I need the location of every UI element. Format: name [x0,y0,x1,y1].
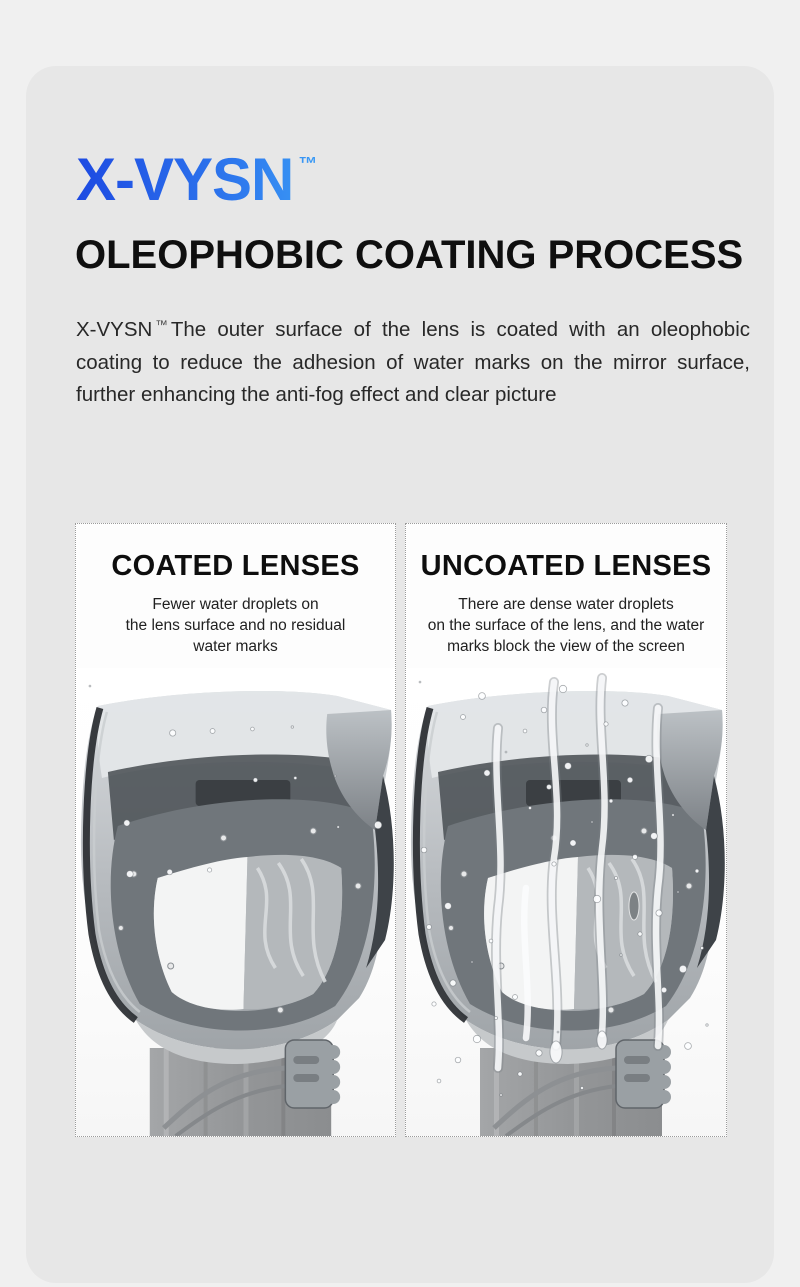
comparison-panel-coated [75,523,396,1137]
description-trademark: ™ [155,318,168,332]
description-line-2: coating to reduce the adhesion of water marks on the mirror surface, [76,350,750,374]
coated-panel-description: Fewer water droplets on the lens surface and no residual water marks [125,596,346,655]
coated-panel-heading: COATED LENSES [111,550,360,582]
description-paragraph [76,309,750,412]
uncoated-panel-description: There are dense water droplets on the surface of the lens, and the water marks block the view of the screen [427,596,705,655]
brand-trademark: ™ [298,154,318,175]
brand-title [76,148,317,211]
coated-goggles-photo [76,668,395,1136]
brand-name: X-VYSN [76,146,294,213]
uncoated-goggles-photo [406,668,726,1136]
description-line-1: X-VYSN ™ The outer surface of the lens is coated with an oleophobic [76,318,750,341]
uncoated-panel-heading: UNCOATED LENSES [420,550,712,582]
page-title: OLEOPHOBIC COATING PROCESS [75,233,744,277]
comparison-panel-uncoated [405,523,727,1137]
description-line-3: further enhancing the anti-fog effect and clear picture [76,383,557,406]
